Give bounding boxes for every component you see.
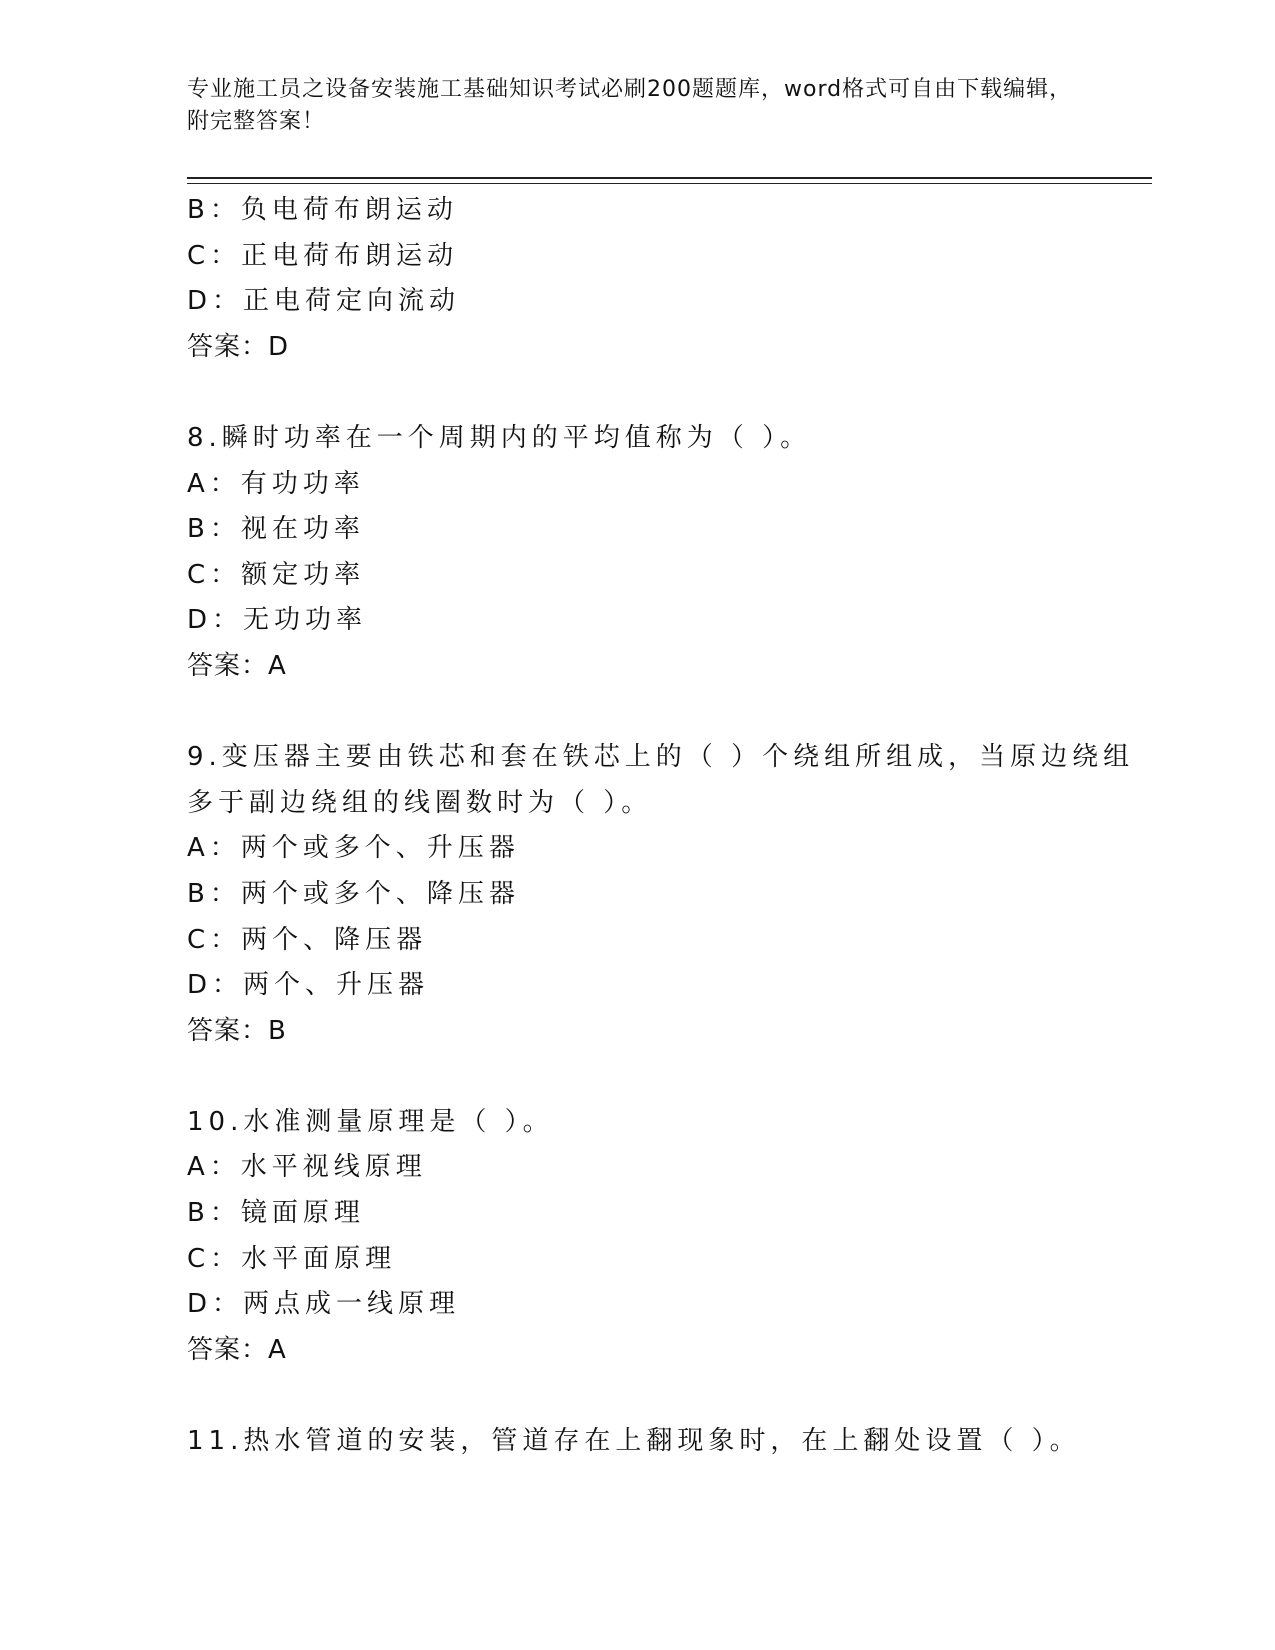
option-d: D：无功功率 — [187, 605, 368, 636]
option-d: D：正电荷定向流动 — [187, 286, 461, 317]
question-stem-line1: 9.变压器主要由铁芯和套在铁芯上的（ ）个绕组所组成，当原边绕组 — [187, 742, 1135, 773]
spacer — [187, 1373, 1087, 1419]
option-a: A：两个或多个、升压器 — [187, 833, 520, 864]
answer-line: 答案：B — [187, 1015, 287, 1046]
answer-line: 答案：A — [187, 650, 287, 681]
header-rule-thick — [187, 177, 1152, 179]
option-a: A：有功功率 — [187, 468, 365, 499]
header-rule-thin — [187, 183, 1152, 184]
option-c: C：两个、降压器 — [187, 924, 428, 955]
option-c: C：水平面原理 — [187, 1243, 397, 1274]
option-d: D：两个、升压器 — [187, 970, 430, 1001]
question-stem: 10.水准测量原理是（ ）。 — [187, 1106, 554, 1137]
answer-line: 答案：A — [187, 1334, 287, 1365]
option-b: B：镜面原理 — [187, 1198, 365, 1229]
question-stem: 11.热水管道的安装，管道存在上翻现象时，在上翻处设置（ ）。 — [187, 1426, 1081, 1457]
option-b: B：两个或多个、降压器 — [187, 878, 520, 909]
question-content — [187, 188, 1135, 1465]
question-stem: 8.瞬时功率在一个周期内的平均值称为（ ）。 — [187, 422, 812, 453]
question-stem-line2: 多于副边绕组的线圈数时为（ ）。 — [187, 787, 653, 818]
option-a: A：水平视线原理 — [187, 1152, 427, 1183]
option-c: C：正电荷布朗运动 — [187, 240, 459, 271]
answer-line: 答案：D — [187, 331, 290, 362]
option-b: B：视在功率 — [187, 514, 365, 545]
spacer — [187, 690, 1087, 736]
option-d: D：两点成一线原理 — [187, 1289, 461, 1320]
document-header: 专业施工员之设备安装施工基础知识考试必刷200题题库，word格式可自由下载编辑，附完整答案！ — [187, 77, 1073, 134]
spacer — [187, 1054, 1087, 1100]
option-c: C：额定功率 — [187, 559, 366, 590]
spacer — [187, 370, 1087, 416]
option-b: B：负电荷布朗运动 — [187, 195, 458, 225]
